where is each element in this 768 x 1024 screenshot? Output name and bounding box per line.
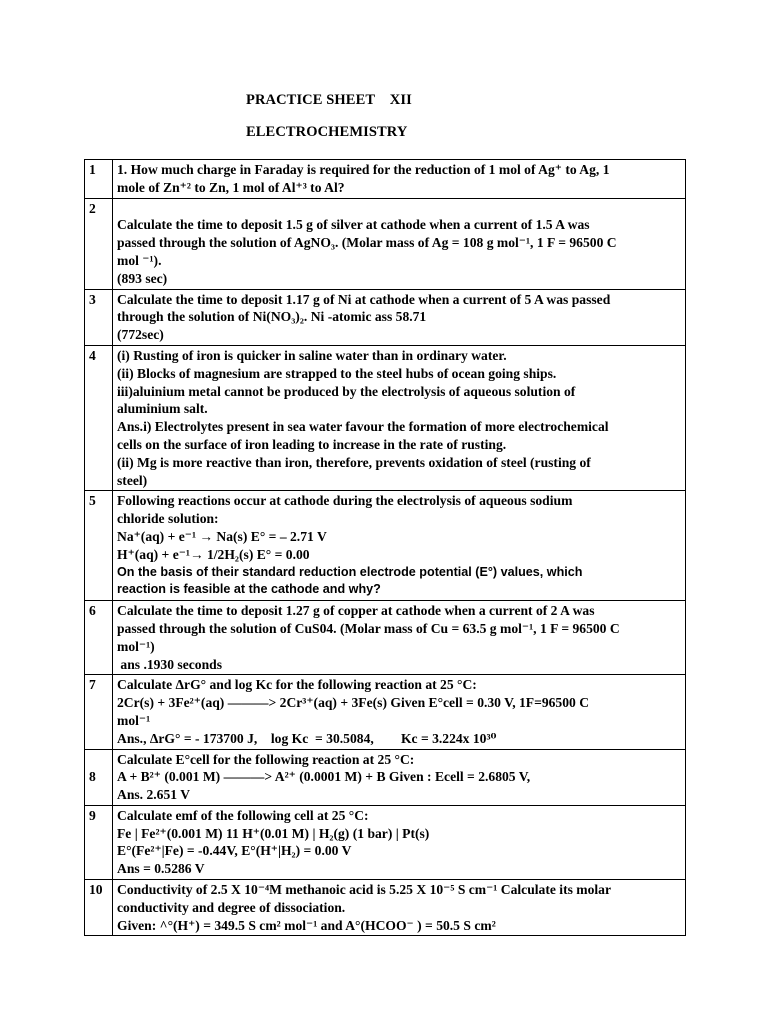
question-number: 5: [85, 491, 113, 601]
answer-line: Ans = 0.5286 V: [117, 861, 205, 877]
answer-line: ans .1930 seconds: [117, 656, 222, 672]
sheet-subject: ELECTROCHEMISTRY: [246, 124, 408, 140]
question-line: Calculate ΔrG° and log Kc for the following reaction at 25 °C:: [117, 677, 477, 693]
question-number: 10: [85, 880, 113, 936]
reaction-line: H⁺(aq) + e⁻¹→ 1/2H₂(s) E° = 0.00: [117, 546, 310, 562]
answer-line: (893 sec): [117, 270, 168, 286]
question-text: [113, 160, 686, 199]
question-line: passed through the solution of AgNO₃. (Molar mass of Ag = 108 g mol⁻¹, 1 F = 96500 C: [117, 235, 617, 251]
question-line: Conductivity of 2.5 X 10⁻⁴M methanoic acid is 5.25 X 10⁻⁵ S cm⁻¹ Calculate its molar: [117, 882, 612, 898]
table-row: [85, 880, 686, 936]
question-text: [113, 880, 686, 936]
answer-line: steel): [117, 472, 148, 488]
question-line: chloride solution:: [117, 511, 219, 527]
question-number: 3: [85, 289, 113, 345]
question-line: passed through the solution of CuS04. (Molar mass of Cu = 63.5 g mol⁻¹, 1 F = 96500 C: [117, 620, 620, 636]
question-line: (ii) Blocks of magnesium are strapped to the steel hubs of ocean going ships.: [117, 365, 557, 381]
question-text: [113, 675, 686, 749]
question-number: 4: [85, 345, 113, 490]
reaction-line: A + B²⁺ (0.001 M) ———> A²⁺ (0.0001 M) + B Given : Ecell = 2.6805 V,: [117, 769, 531, 785]
question-line: E°(Fe²⁺|Fe) = -0.44V, E°(H⁺|H₂) = 0.00 V: [117, 843, 352, 859]
question-number: 6: [85, 601, 113, 675]
question-line: Calculate the time to deposit 1.17 g of Ni at cathode when a current of 5 A was passed: [117, 291, 611, 307]
question-line: Calculate E°cell for the following reaction at 25 °C:: [117, 751, 415, 767]
table-row: [85, 749, 686, 805]
question-line: iii)aluinium metal cannot be produced by the electrolysis of aqueous solution of: [117, 383, 576, 399]
question-text: [113, 749, 686, 805]
sheet-title: PRACTICE SHEET XII: [246, 92, 412, 108]
question-line: aluminium salt.: [117, 401, 208, 417]
question-line: reaction is feasible at the cathode and why?: [117, 582, 381, 597]
question-text: [113, 805, 686, 879]
question-line: Calculate the time to deposit 1.27 g of copper at cathode when a current of 2 A was: [117, 603, 595, 619]
cell-notation-line: Fe | Fe²⁺(0.001 M) 11 H⁺(0.01 M) | H₂(g) (1 bar) | Pt(s): [117, 825, 430, 841]
question-line: through the solution of Ni(NO₃)₂. Ni -atomic ass 58.71: [117, 309, 427, 325]
question-number: 2: [85, 198, 113, 289]
table-row: [85, 675, 686, 749]
question-number: 7: [85, 675, 113, 749]
question-text: [113, 198, 686, 289]
answer-line: cells on the surface of iron leading to increase in the rate of rusting.: [117, 436, 507, 452]
question-line: On the basis of their standard reduction electrode potential (E°) values, which: [117, 564, 583, 579]
answer-line: Ans. 2.651 V: [117, 787, 191, 803]
table-row: [85, 198, 686, 289]
table-row: [85, 805, 686, 879]
question-number: 9: [85, 805, 113, 879]
question-line: mol ⁻¹).: [117, 252, 162, 268]
answer-line: (ii) Mg is more reactive than iron, therefore, prevents oxidation of steel (rusting of: [117, 454, 591, 470]
question-text: [113, 345, 686, 490]
question-number: 1: [85, 160, 113, 199]
table-row: [85, 491, 686, 601]
answer-line: Ans.i) Electrolytes present in sea water favour the formation of more electrochemical: [117, 419, 609, 435]
question-line: mol⁻¹: [117, 712, 151, 728]
answer-line: Ans., ΔrG° = - 173700 J, log Kc = 30.5084, Kc = 3.224x 10³⁰: [117, 730, 497, 746]
question-line: 1. How much charge in Faraday is required for the reduction of 1 mol of Ag⁺ to Ag, 1: [117, 162, 610, 177]
questions-table: [84, 159, 686, 936]
table-row: [85, 601, 686, 675]
question-text: [113, 601, 686, 675]
reaction-line: 2Cr(s) + 3Fe²⁺(aq) ———> 2Cr³⁺(aq) + 3Fe(s) Given E°cell = 0.30 V, 1F=96500 C: [117, 695, 590, 711]
question-line: Calculate emf of the following cell at 25 °C:: [117, 807, 369, 823]
table-row: [85, 345, 686, 490]
question-line: (i) Rusting of iron is quicker in saline water than in ordinary water.: [117, 347, 507, 363]
question-line: mol⁻¹): [117, 638, 155, 654]
question-text: [113, 491, 686, 601]
question-line: conductivity and degree of dissociation.: [117, 899, 346, 915]
table-row: [85, 289, 686, 345]
question-line: Following reactions occur at cathode during the electrolysis of aqueous sodium: [117, 493, 573, 509]
question-line: Given: ^°(H⁺) = 349.5 S cm² mol⁻¹ and A°(HCOO⁻ ) = 50.5 S cm²: [117, 917, 496, 933]
question-line: Calculate the time to deposit 1.5 g of silver at cathode when a current of 1.5 A was: [117, 217, 590, 233]
answer-line: (772sec): [117, 327, 164, 343]
question-line: mole of Zn⁺² to Zn, 1 mol of Al⁺³ to Al?: [117, 179, 345, 195]
table-row: [85, 160, 686, 199]
question-text: [113, 289, 686, 345]
reaction-line: Na⁺(aq) + e⁻¹ → Na(s) E° = – 2.71 V: [117, 528, 327, 544]
question-number: 8: [85, 749, 113, 805]
